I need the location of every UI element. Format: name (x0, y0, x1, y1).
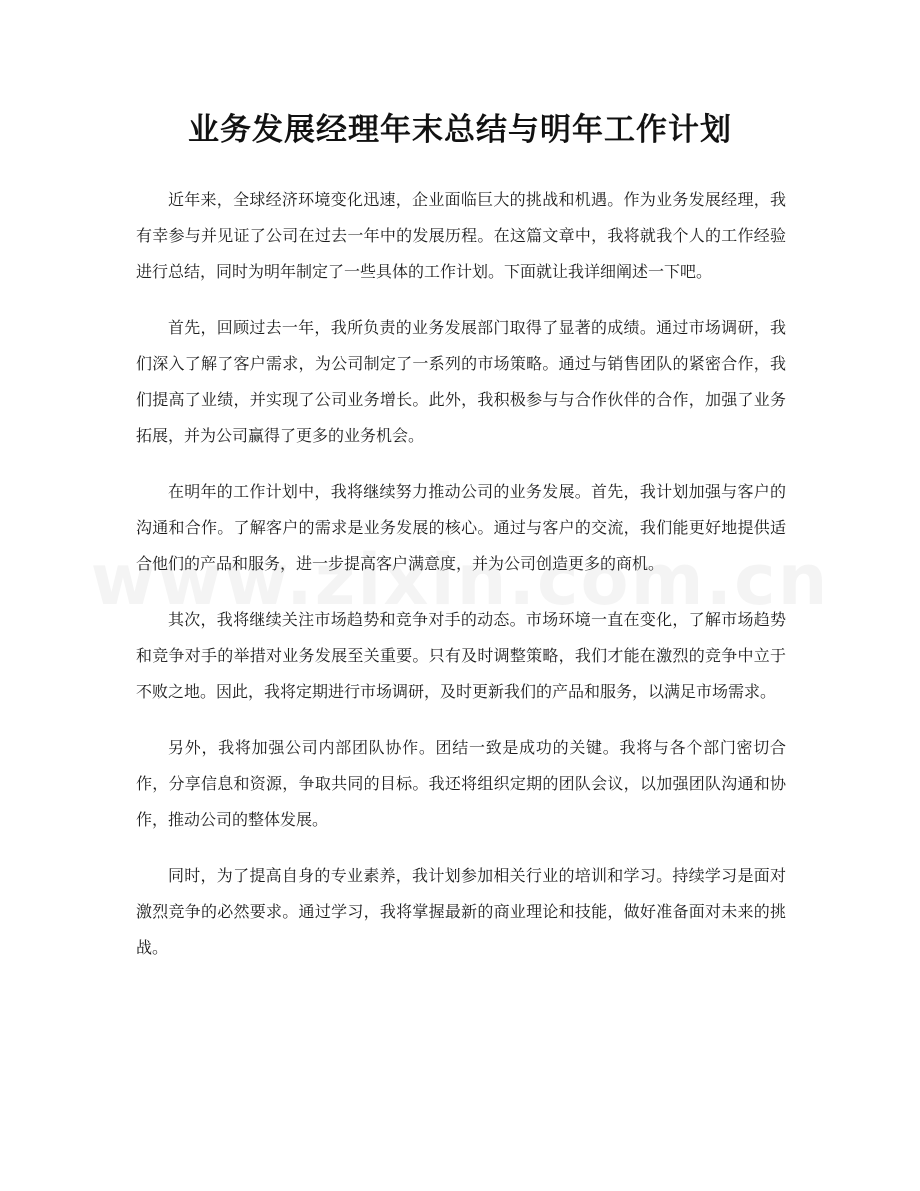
document-body (136, 182, 786, 986)
paragraph-1: 近年来，全球经济环境变化迅速，企业面临巨大的挑战和机遇。作为业务发展经理，我有幸参与并见证了公司在过去一年中的发展历程。在这篇文章中，我将就我个人的工作经验进行总结，同时为明年制定了一些具体的工作计划。下面就让我详细阐述一下吧。 (136, 190, 786, 281)
paragraph-6: 同时，为了提高自身的专业素养，我计划参加相关行业的培训和学习。持续学习是面对激烈竞争的必然要求。通过学习，我将掌握最新的商业理论和技能，做好准备面对未来的挑战。 (136, 866, 786, 957)
paragraph-3: 在明年的工作计划中，我将继续努力推动公司的业务发展。首先，我计划加强与客户的沟通和合作。了解客户的需求是业务发展的核心。通过与客户的交流，我们能更好地提供适合他们的产品和服务，进一步提高客户满意度，并为公司创造更多的商机。 (136, 482, 786, 573)
paragraph-4: 其次，我将继续关注市场趋势和竞争对手的动态。市场环境一直在变化，了解市场趋势和竞争对手的举措对业务发展至关重要。只有及时调整策略，我们才能在激烈的竞争中立于不败之地。因此，我将定期进行市场调研，及时更新我们的产品和服务，以满足市场需求。 (136, 610, 786, 701)
paragraph-5: 另外，我将加强公司内部团队协作。团结一致是成功的关键。我将与各个部门密切合作，分享信息和资源，争取共同的目标。我还将组织定期的团队会议，以加强团队沟通和协作，推动公司的整体发展。 (136, 738, 786, 829)
document-title: 业务发展经理年末总结与明年工作计划 (188, 112, 732, 148)
paragraph-2: 首先，回顾过去一年，我所负责的业务发展部门取得了显著的成绩。通过市场调研，我们深入了解了客户需求，为公司制定了一系列的市场策略。通过与销售团队的紧密合作，我们提高了业绩，并实现了公司业务增长。此外，我积极参与与合作伙伴的合作，加强了业务拓展，并为公司赢得了更多的业务机会。 (136, 318, 786, 445)
